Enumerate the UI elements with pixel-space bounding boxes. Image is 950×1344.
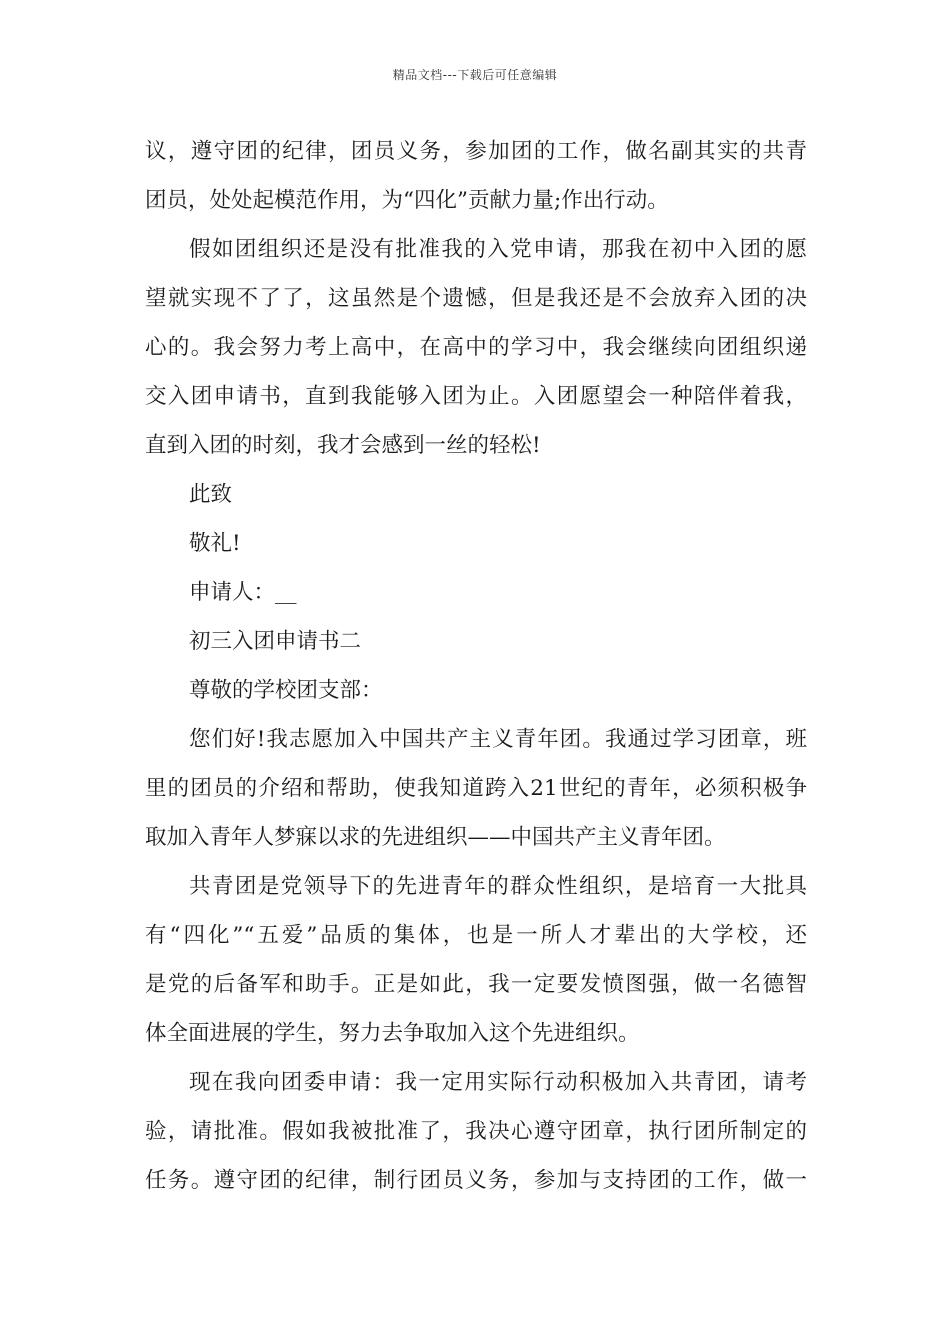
text-line: 议，遵守团的纪律，团员义务，参加团的工作，做名副其实的共青 [145,139,807,164]
text-line: 望就实现不了了，这虽然是个遗憾，但是我还是不会放弃入团的决 [145,286,807,311]
page-header: 精品文档---下载后可任意编辑 [392,68,558,82]
text-line: 您们好!我志愿加入中国共产主义青年团。我通过学习团章，班 [189,727,807,752]
text-line: 假如团组织还是没有批准我的入党申请，那我在初中入团的愿 [189,237,807,262]
text-line: 是党的后备军和助手。正是如此，我一定要发愤图强，做一名德智 [145,972,807,997]
text-line: 现在我向团委申请：我一定用实际行动积极加入共青团，请考 [189,1070,807,1095]
text-line: 取加入青年人梦寐以求的先进组织——中国共产主义青年团。 [145,825,726,850]
text-line: 验，请批准。假如我被批准了，我决心遵守团章，执行团所制定的 [145,1119,807,1144]
text-line: 有“四化”“五爱”品质的集体，也是一所人才辈出的大学校，还 [145,923,807,948]
text-line: 任务。遵守团的纪律，制行团员义务，参加与支持团的工作，做一 [145,1168,807,1193]
text-line: 交入团申请书，直到我能够入团为止。入团愿望会一种陪伴着我， [145,384,807,409]
text-line: 心的。我会努力考上高中，在高中的学习中，我会继续向团组织递 [145,335,807,360]
text-line: 此致 [189,482,233,507]
document-body [145,127,807,1205]
text-line: 共青团是党领导下的先进青年的群众性组织，是培育一大批具 [189,874,807,899]
text-line: 里的团员的介绍和帮助，使我知道跨入21世纪的青年，必须积极争 [145,776,807,801]
text-line: 直到入团的时刻，我才会感到一丝的轻松! [145,433,541,458]
text-line: 体全面进展的学生，努力去争取加入这个先进组织。 [145,1021,640,1046]
text-line: 初三入团申请书二 [189,629,362,654]
text-line: 敬礼! [189,531,241,556]
text-line: 尊敬的学校团支部： [189,678,383,703]
text-line: 申请人：__ [189,580,297,605]
text-line: 团员，处处起模范作用，为“四化”贡献力量;作出行动。 [145,188,669,213]
